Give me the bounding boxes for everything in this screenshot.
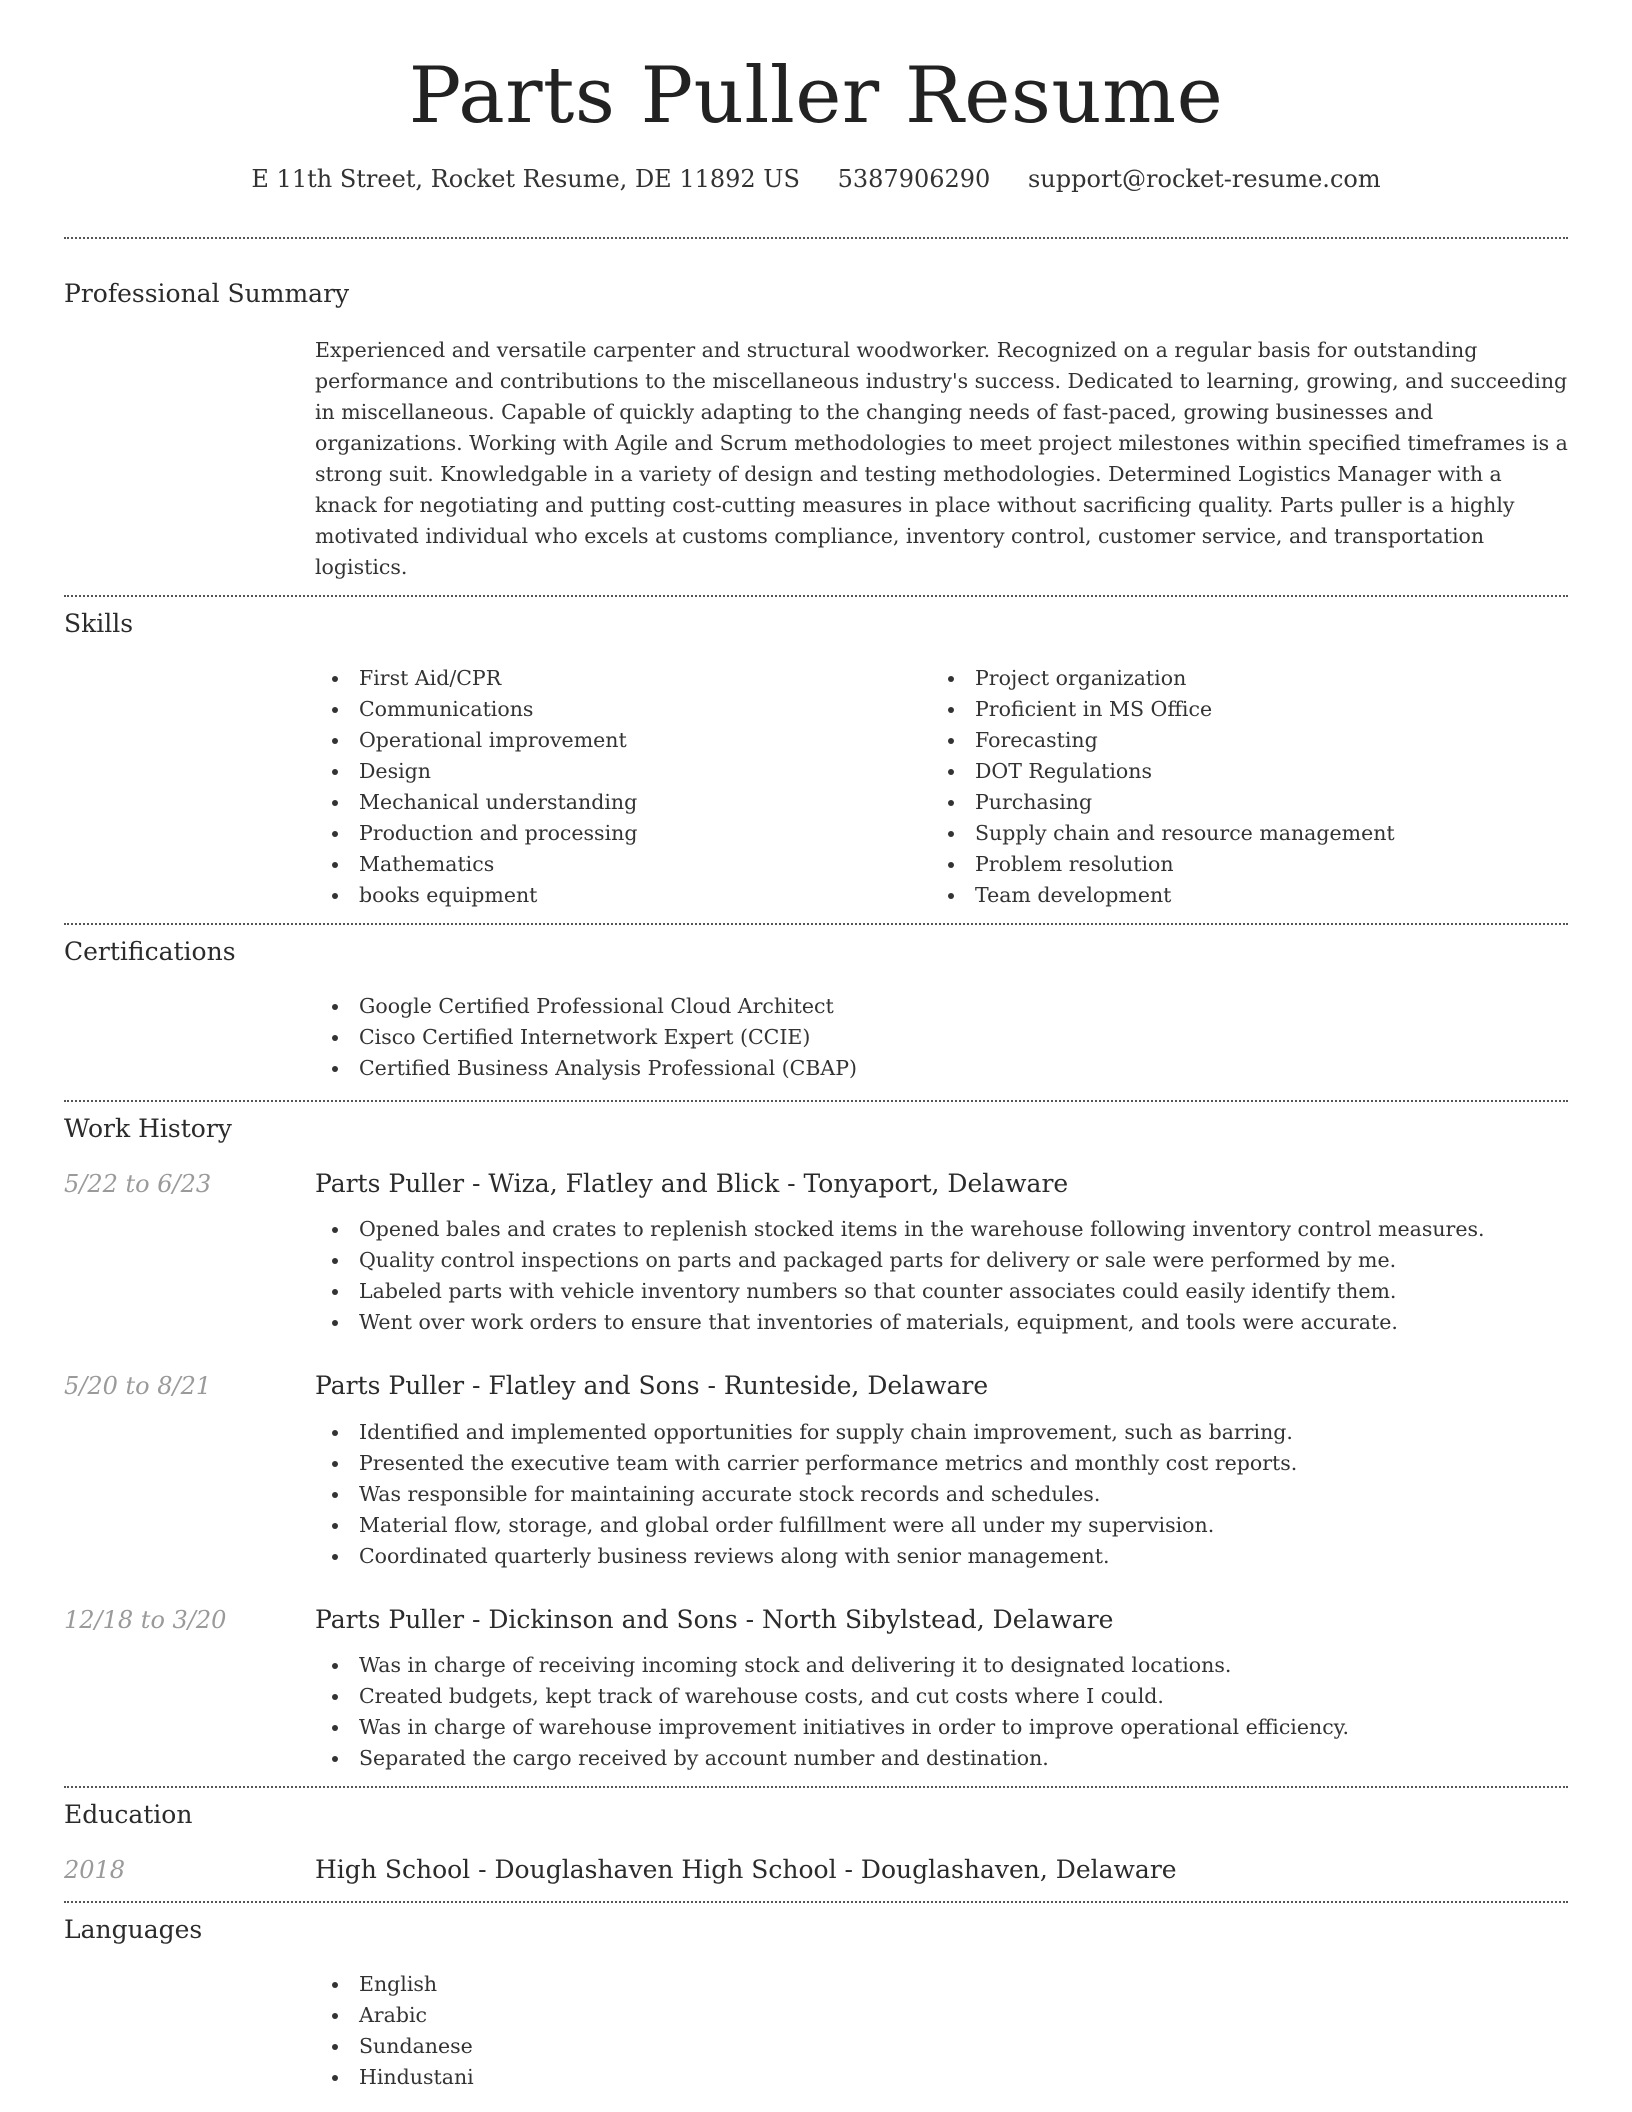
skills-column-left (315, 663, 931, 911)
certification-item: Cisco Certified Internetwork Expert (CCIE) (315, 1022, 1568, 1053)
job-bullet-list (315, 1650, 1568, 1774)
skill-item: First Aid/CPR (315, 663, 931, 694)
job-header (64, 1168, 1568, 1201)
resume-name: Parts Puller Resume (408, 51, 1224, 141)
job-bullets (315, 1650, 1568, 1774)
certifications-section (64, 925, 1568, 1100)
job-bullet: Identified and implemented opportunities for supply chain improvement, such as barring. (315, 1417, 1568, 1448)
contact-line (64, 164, 1568, 195)
job-entry (64, 1370, 1568, 1572)
skill-item: Problem resolution (931, 849, 1547, 880)
language-item: Arabic (315, 2000, 1568, 2031)
job-bullet: Created budgets, kept track of warehouse costs, and cut costs where I could. (315, 1681, 1568, 1712)
job-bullet: Was in charge of receiving incoming stock and delivering it to designated locations. (315, 1650, 1568, 1681)
skill-item: books equipment (315, 880, 931, 911)
skill-item: Forecasting (931, 725, 1547, 756)
job-bullet: Quality control inspections on parts and packaged parts for delivery or sale were performed by me. (315, 1245, 1568, 1276)
education-title: Education (64, 1800, 193, 1830)
skill-item: Operational improvement (315, 725, 931, 756)
job-header (64, 1604, 1568, 1637)
job-header (64, 1370, 1568, 1403)
skill-item: Purchasing (931, 787, 1547, 818)
job-bullet-list (315, 1214, 1568, 1338)
job-date: 5/22 to 6/23 (64, 1169, 212, 1198)
certifications-content (315, 991, 1568, 1100)
skills-title: Skills (64, 608, 134, 638)
education-section (64, 1788, 1568, 1901)
job-bullet: Went over work orders to ensure that inventories of materials, equipment, and tools were accurate. (315, 1307, 1568, 1338)
contact-email: support@rocket-resume.com (1027, 164, 1381, 193)
job-bullet: Labeled parts with vehicle inventory numbers so that counter associates could easily identify them. (315, 1276, 1568, 1307)
skill-item: Communications (315, 694, 931, 725)
job-bullet: Coordinated quarterly business reviews along with senior management. (315, 1541, 1568, 1572)
skills-list-right (931, 663, 1547, 911)
languages-section (64, 1903, 1568, 2093)
job-bullet: Was in charge of warehouse improvement initiatives in order to improve operational efficiency. (315, 1712, 1568, 1743)
skill-item: Production and processing (315, 818, 931, 849)
education-date: 2018 (64, 1856, 126, 1885)
skill-item: Team development (931, 880, 1547, 911)
job-entry (64, 1168, 1568, 1339)
skill-item: Project organization (931, 663, 1547, 694)
job-title: Parts Puller - Flatley and Sons - Runteside, Delaware (315, 1371, 989, 1401)
languages-title: Languages (64, 1914, 203, 1944)
education-entry (64, 1854, 1568, 1901)
contact-phone: 5387906290 (837, 164, 991, 193)
summary-section (64, 239, 1568, 595)
job-bullet: Material flow, storage, and global order fulfillment were all under my supervision. (315, 1510, 1568, 1541)
job-bullet: Opened bales and crates to replenish stocked items in the warehouse following inventory control measures. (315, 1214, 1568, 1245)
certifications-list (315, 991, 1568, 1084)
certifications-title: Certifications (64, 936, 236, 966)
job-bullet-list (315, 1417, 1568, 1572)
languages-content (315, 1969, 1568, 2093)
job-bullets (315, 1417, 1568, 1572)
language-item: English (315, 1969, 1568, 2000)
certification-item: Google Certified Professional Cloud Architect (315, 991, 1568, 1022)
language-item: Hindustani (315, 2062, 1568, 2093)
work-history-title: Work History (64, 1113, 232, 1143)
contact-address: E 11th Street, Rocket Resume, DE 11892 US (251, 164, 800, 193)
skill-item: Design (315, 756, 931, 787)
summary-title: Professional Summary (64, 278, 350, 308)
job-bullets (315, 1214, 1568, 1338)
job-bullet: Presented the executive team with carrier performance metrics and monthly cost reports. (315, 1448, 1568, 1479)
skill-item: Mechanical understanding (315, 787, 931, 818)
summary-content (315, 335, 1568, 595)
skill-item: DOT Regulations (931, 756, 1547, 787)
job-bullet: Was responsible for maintaining accurate stock records and schedules. (315, 1479, 1568, 1510)
job-title: Parts Puller - Wiza, Flatley and Blick - Tonyaport, Delaware (315, 1168, 1069, 1198)
work-history-section (64, 1102, 1568, 1787)
job-date: 12/18 to 3/20 (64, 1605, 227, 1634)
education-degree: High School - Douglashaven High School - Douglashaven, Delaware (315, 1855, 1177, 1885)
skills-section (64, 597, 1568, 923)
skill-item: Mathematics (315, 849, 931, 880)
skills-column-right (931, 663, 1547, 911)
skills-grid (315, 663, 1568, 923)
job-entry (64, 1604, 1568, 1775)
certification-item: Certified Business Analysis Professional (CBAP) (315, 1053, 1568, 1084)
job-date: 5/20 to 8/21 (64, 1372, 212, 1401)
job-bullet: Separated the cargo received by account number and destination. (315, 1743, 1568, 1774)
language-item: Sundanese (315, 2031, 1568, 2062)
skills-list-left (315, 663, 931, 911)
languages-list (315, 1969, 1568, 2093)
skill-item: Supply chain and resource management (931, 818, 1547, 849)
job-title: Parts Puller - Dickinson and Sons - North Sibylstead, Delaware (315, 1604, 1114, 1634)
summary-text: Experienced and versatile carpenter and structural woodworker. Recognized on a regular basis for outstanding performance and contributions to the miscellaneous industry's success. Dedicated to learning, growing, and succeeding in miscellaneous. Capable of quickly adapting to the changing needs of fast-paced, growing businesses and organizations. Working with Agile and Scrum methodologies to meet project milestones within specified timeframes is a strong suit. Knowledgable in a variety of design and testing methodologies. Determined Logistics Manager with a knack for negotiating and putting cost-cutting measures in place without sacrificing quality. Parts puller is a highly motivated individual who excels at customs compliance, inventory control, customer service, and transportation logistics. (315, 337, 1568, 579)
skill-item: Proficient in MS Office (931, 694, 1547, 725)
